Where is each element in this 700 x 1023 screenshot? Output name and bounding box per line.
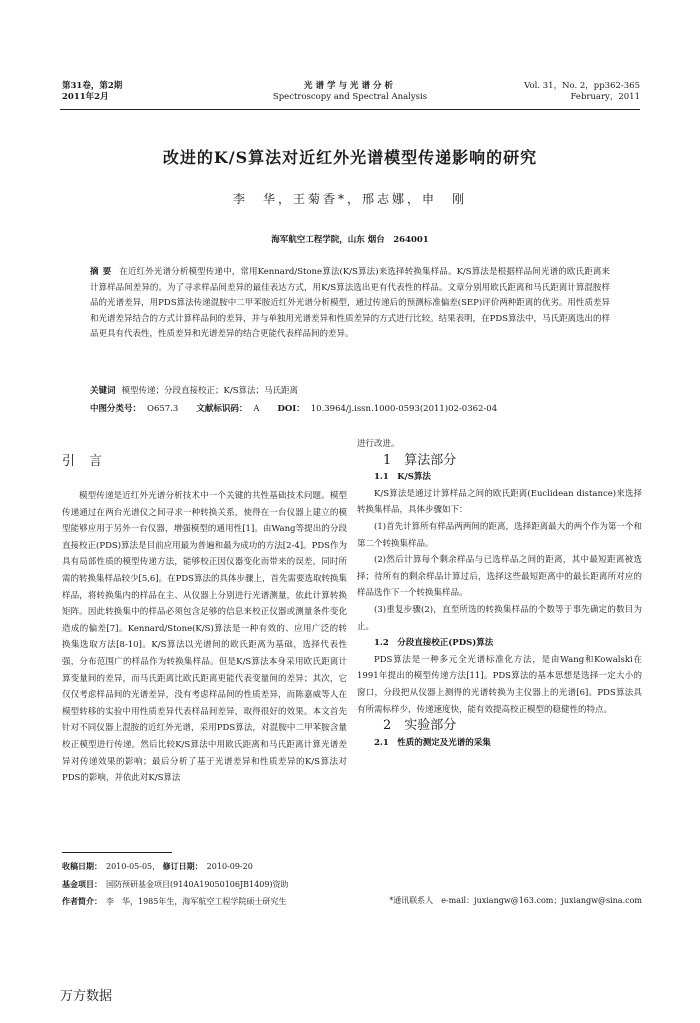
ks-step-1: (1)首先计算所有样品两两间的距离，选择距离最大的两个作为第一个和第二个转换集样品。: [357, 521, 642, 549]
corresponding-email[interactable]: e-mail：juxiangw@163.com；juxiangw@sina.com: [441, 896, 642, 905]
intro-continuation: 进行改进。: [357, 439, 400, 449]
keywords: [90, 384, 610, 396]
clc-label: 中图分类号：: [90, 404, 142, 414]
abstract-text: 在近红外光谱分析模型传递中，常用Kennard/Stone算法(K/S算法)来选择转换集样品。K/S算法是根据样品间光谱的欧氏距离来计算样品间差异的。为了寻求样品间差异的最佳表达方式，用K/S算法选出更有代表性的样品。文章分别用欧氏距离和马氏距离计算混胺样品的光谱差异，用PDS算法传递混胺中二甲苯胺近红外光谱分析模型，通过传递后的预测标准偏差(SEP)评价两种距离的优劣。用性质差异和光谱差异结合的方式计算样品间的差异，并与单独用光谱差异和性质差异的方式进行比较。结果表明，在PDS算法中，马氏距离选出的样品更具有代表性，性质差异和光谱差异的结合更能代表样品间的差异。: [90, 267, 610, 339]
ks-intro: K/S算法是通过计算样品之间的欧氏距离(Euclidean distance)来选择转换集样品，具体步骤如下：: [357, 488, 642, 516]
ks-step-3: (3)重复步骤(2)，直至所选的转换集样品的个数等于事先确定的数目为止。: [357, 604, 642, 632]
fund-text: 国防预研基金项目(9140A19050106JB1409)资助: [106, 879, 289, 889]
subsection-ks-heading: 1.1 K/S算法: [374, 472, 431, 483]
received-date: 2010-05-05，: [106, 862, 161, 871]
footnote-rule: [62, 852, 172, 853]
affiliation: 海军航空工程学院，山东 烟台 264001: [271, 235, 429, 245]
abstract-label: 摘要: [90, 267, 116, 277]
keywords-text: 模型传递；分段直接校正；K/S算法；马氏距离: [121, 386, 299, 396]
pds-paragraph: PDS算法是一种多元全光谱标准化方法，是由Wang和Kowalski在1991年提出的模型传递方法[11]。PDS算法的基本思想是选择一定大小的窗口，分段把从仪器上测得的光谱转换为主仪器上的光谱[6]。PDS算法具有所需标样少，传递速度快，能有效提高校正模型的稳健性的特点。: [357, 654, 642, 715]
classification-line: [90, 402, 610, 414]
journal-pages-info: [524, 81, 640, 103]
clc-value: O657.3: [147, 404, 179, 414]
doi-label: DOI：: [277, 404, 305, 414]
right-column: [357, 436, 642, 751]
bio-label: 作者简介：: [62, 896, 102, 906]
journal-name-cn: 光谱学与光谱分析: [303, 81, 396, 91]
left-column: [62, 488, 347, 787]
intro-heading: 引言: [62, 454, 117, 469]
issue-date-en: February，2011: [570, 92, 640, 102]
watermark-text: 万方数据: [60, 989, 113, 1004]
journal-name-en: Spectroscopy and Spectral Analysis: [272, 92, 428, 102]
keywords-label: 关键词: [90, 386, 116, 396]
received-label: 收稿日期：: [62, 861, 102, 871]
volume-issue: 第31卷，第2期: [62, 81, 123, 91]
subsection-measurement-heading: 2.1 性质的测定及光谱的采集: [374, 737, 491, 748]
doi-value: 10.3964/j.issn.1000-0593(2011)02-0362-04: [310, 404, 498, 414]
subsection-pds-heading: 1.2 分段直接校正(PDS)算法: [374, 638, 494, 649]
corresponding-label: *通讯联系人: [389, 896, 434, 905]
footnote-fund: [62, 876, 642, 894]
doc-code-label: 文献标识码：: [196, 404, 248, 414]
revised-label: 修订日期：: [162, 861, 203, 871]
abstract: [90, 265, 610, 343]
doc-code-value: A: [253, 404, 260, 414]
paper-title: 改进的K/S算法对近红外光谱模型传递影响的研究: [162, 148, 538, 167]
revised-date: 2010-09-20: [206, 862, 253, 871]
footnote-author: [62, 893, 642, 911]
section-algorithms-heading: 1 算法部分: [383, 452, 457, 468]
ks-step-2: (2)然后计算每个剩余样品与已选样品之间的距离，其中最短距离被选择；待所有的剩余样品计算过后，选择这些最短距离中的最长距离所对应的样品选作下一个转换集样品。: [357, 555, 642, 599]
footnote-dates: [62, 858, 642, 876]
volume-pages-en: Vol. 31，No. 2，pp362-365: [524, 81, 640, 91]
footnote: [62, 858, 642, 911]
section-experiment-heading: 2 实验部分: [383, 718, 457, 734]
issue-date: 2011年2月: [62, 92, 109, 102]
paper-authors: 李 华，王菊香*，邢志娜，申 刚: [232, 192, 467, 206]
fund-label: 基金项目：: [62, 878, 102, 889]
bio-text: 李 华，1985年生，海军航空工程学院硕士研究生: [106, 897, 287, 906]
header-rule: [60, 109, 640, 110]
intro-paragraph: 模型传递是近红外光谱分析技术中一个关键的共性基础技术问题。模型传递通过在两台光谱仪之间寻求一种转换关系，使得在一台仪器上建立的模型能够应用于另外一台仪器，增强模型的通用性[1]。由Wang等提出的分段直接校正(PDS)算法是目前应用最为普遍和最为成功的方法[2-4]。PDS作为具有局部性质的模型传递方法，能够校正因仪器变化而带来的误差，同时所需的转换集样品较少[5,6]。在PDS算法的具体步骤上，首先需要选取转换集样品，将转换集内的样品在主、从仪器上分别进行光谱测量，依此计算转换矩阵。因此转换集中的样品必须包含足够的信息来校正仪器或测量条件变化造成的偏差[7]。Kennard/Stone(K/S)算法是一种有效的、应用广泛的转换集选取方法[8-10]。K/S算法以光谱间的欧氏距离为基础，选择代表性强，分布范围广的样品作为转换集样品。但是K/S算法本身采用欧氏距离计算变量间的差异，而马氏距离比欧氏距离更能代表变量间的差异；其次，它仅仅考虑样品间的光谱差异，没有考虑样品间的性质差异，而陈嘉威等人在模型转移的实验中用性质差异代表样品间差异，取得很好的效果。本文首先针对不同仪器上混胺的近红外光谱，采用PDS算法，对混胺中二甲苯胺含量校正模型进行传递。然后比较K/S算法中用欧氏距离和马氏距离计算光谱差异对传递效果的影响；最后分析了基于光谱差异和性质差异的K/S算法对PDS的影响，并依此对K/S算法: [62, 491, 348, 784]
